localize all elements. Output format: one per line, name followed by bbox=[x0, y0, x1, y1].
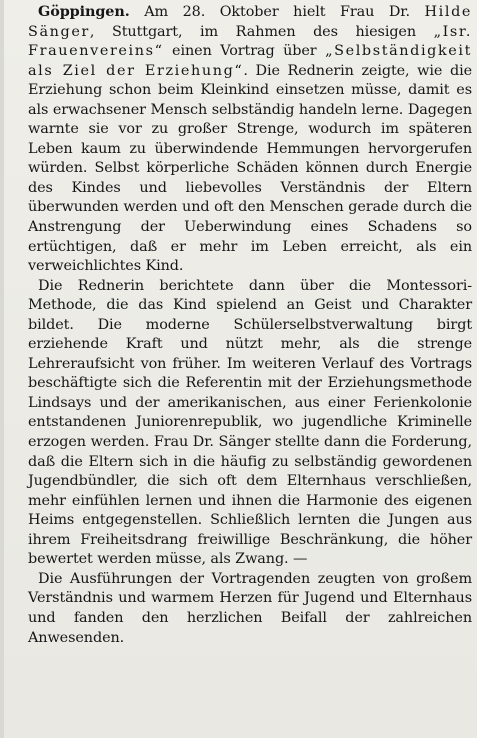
dateline-place: Göppingen. bbox=[38, 3, 130, 20]
paragraph-1-part-a: Am 28. Oktober hielt Frau Dr. bbox=[129, 4, 425, 20]
speaker-name: Hilde Sänger bbox=[28, 4, 472, 40]
article-text bbox=[28, 2, 472, 648]
paragraph-1-part-b: , Stuttgart, im Rahmen des hiesigen bbox=[89, 23, 434, 40]
paragraph-1 bbox=[28, 2, 472, 277]
paragraph-1-part-d: . Die Rednerin zeigte, wie die Erziehung schon beim Kleinkind einsetzen müsse, damit es als erwachsener Mensch selbständig handeln lerne. Dagegen warnte sie vor zu großer Strenge, wodurch im späteren Leben kaum zu überwindende Hemmungen hervorgerufen würden. Selbst körperliche Schäden können durch Energie des Kindes und liebevolles Verständnis der Eltern überwunden werden und oft den Menschen gerade durch die Anstrengung der Ueberwindung eines Schadens so ertüchtigen, daß er mehr im Leben erreicht, als ein verweichlichtes Kind. bbox=[28, 62, 472, 275]
lecture-topic: „Selbständigkeit als Ziel der Erziehung“ bbox=[28, 43, 472, 79]
paragraph-2: Die Rednerin berichtete dann über die Montessori-Methode, die das Kind spielend an Geist und Charakter bildet. Die moderne Schülerselbstverwaltung birgt erziehende Kraft und nützt mehr, als die strenge Lehreraufsicht von früher. Im weiteren Verlauf des Vortrags beschäftigte sich die Referentin mit der Erziehungsmethode Lindsays und der amerikanischen, aus einer Ferienkolonie entstandenen Juniorenrepublik, wo jugendliche Kriminelle erzogen werden. Frau Dr. Sänger stellte dann die Forderung, daß die Eltern sich in die häufig zu selbständig gewordenen Jugendbündler, die sich oft dem Elternhaus verschließen, mehr einfühlen lernen und ihnen die Harmonie des eigenen Heims entgegenstellen. Schließlich lernten die Jungen aus ihrem Freiheitsdrang freiwillige Beschränkung, die höher bewertet werden müsse, als Zwang. — bbox=[28, 277, 472, 568]
paragraph-1-part-c: einen Vortrag über bbox=[163, 43, 326, 60]
organization-name: „Isr. Frauenvereins“ bbox=[28, 23, 472, 60]
scan-edge bbox=[0, 0, 4, 738]
paragraph-3: Die Ausführungen der Vortragenden zeugten von großem Verständnis und warmem Herzen für Jugend und Elternhaus und fanden den herzlichen Beifall der zahlreichen Anwesenden. bbox=[28, 570, 472, 646]
